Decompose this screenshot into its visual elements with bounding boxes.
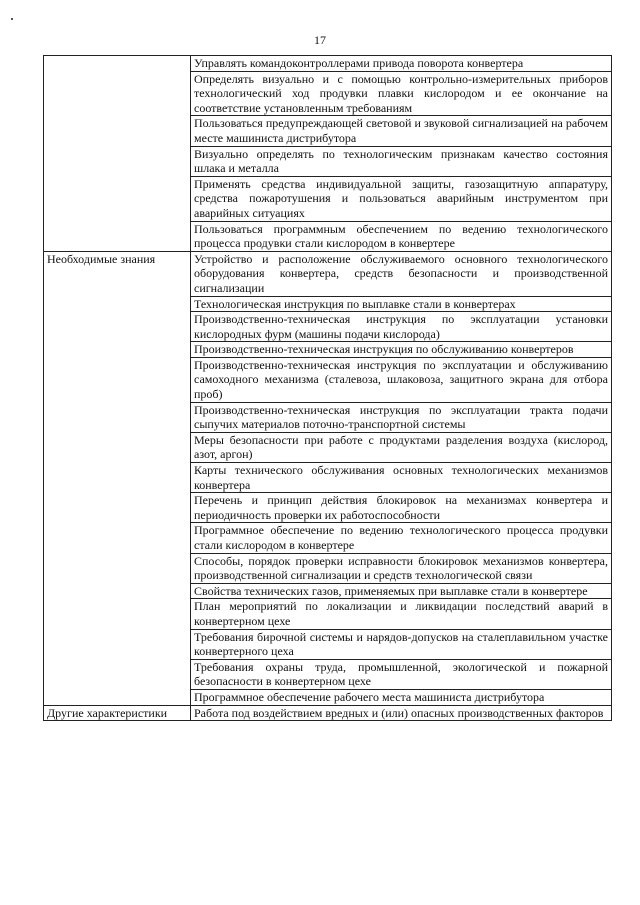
table-cell: Работа под воздействием вредных и (или) опасных производственных факторов — [191, 705, 612, 721]
table-cell: Меры безопасности при работе с продуктами разделения воздуха (кислород, азот, аргон) — [191, 432, 612, 462]
scan-artifact — [11, 18, 13, 20]
table-cell: Карты технического обслуживания основных технологических механизмов конвертера — [191, 463, 612, 493]
page-number: 17 — [314, 33, 326, 47]
table-cell: Устройство и расположение обслуживаемого основного технологического оборудования конвертера, средств безопасности и производственной сигнализации — [191, 251, 612, 296]
table-cell: Визуально определять по технологическим признакам качество состояния шлака и металла — [191, 146, 612, 176]
table-cell: Пользоваться программным обеспечением по ведению технологического процесса продувки стали кислородом в конвертере — [191, 221, 612, 251]
row-label-required-knowledge: Необходимые знания — [44, 251, 191, 705]
table-row — [44, 705, 612, 721]
table-cell: Производственно-техническая инструкция по эксплуатации тракта подачи сыпучих материалов поточно-транспортной системы — [191, 402, 612, 432]
table-cell: Свойства технических газов, применяемых при выплавке стали в конвертере — [191, 583, 612, 599]
row-label-other-characteristics: Другие характеристики — [44, 705, 191, 721]
table-row — [44, 251, 612, 296]
table-cell: Определять визуально и с помощью контрольно-измерительных приборов технологический ход продувки плавки кислородом и ее окончание на соответствие установленным требованиям — [191, 71, 612, 116]
table-cell: Производственно-техническая инструкция по обслуживанию конвертеров — [191, 342, 612, 358]
table-cell: Способы, порядок проверки исправности блокировок механизмов конвертера, производственной сигнализации и средств технологической связи — [191, 553, 612, 583]
table-cell: Программное обеспечение рабочего места машиниста дистрибутора — [191, 689, 612, 705]
table-cell: Требования охраны труда, промышленной, экологической и пожарной безопасности в конвертерном цехе — [191, 659, 612, 689]
table-cell: Производственно-техническая инструкция по эксплуатации установки кислородных фурм (машины подачи кислорода) — [191, 312, 612, 342]
table-cell: Программное обеспечение по ведению технологического процесса продувки стали кислородом в конвертере — [191, 523, 612, 553]
row-label-skills-continued — [44, 56, 191, 252]
table-cell: Технологическая инструкция по выплавке стали в конвертерах — [191, 296, 612, 312]
table-cell: Управлять командоконтроллерами привода поворота конвертера — [191, 56, 612, 72]
table-cell: Требования бирочной системы и нарядов-допусков на сталеплавильном участке конвертерного цеха — [191, 629, 612, 659]
table-cell: Применять средства индивидуальной защиты, газозащитную аппаратуру, средства пожаротушения и пользоваться аварийным инструментом при аварийных ситуациях — [191, 176, 612, 221]
table-cell: Пользоваться предупреждающей световой и звуковой сигнализацией на рабочем месте машиниста дистрибутора — [191, 116, 612, 146]
table-cell: План мероприятий по локализации и ликвидации последствий аварий в конвертерном цехе — [191, 599, 612, 629]
table-cell: Производственно-техническая инструкция по эксплуатации и обслуживанию самоходного механизма (сталевоза, шлаковоза, защитного экрана для отбора проб) — [191, 357, 612, 402]
table-row — [44, 56, 612, 72]
table-cell: Перечень и принцип действия блокировок на механизмах конвертера и периодичность проверки их работоспособности — [191, 493, 612, 523]
competency-table — [43, 55, 612, 721]
